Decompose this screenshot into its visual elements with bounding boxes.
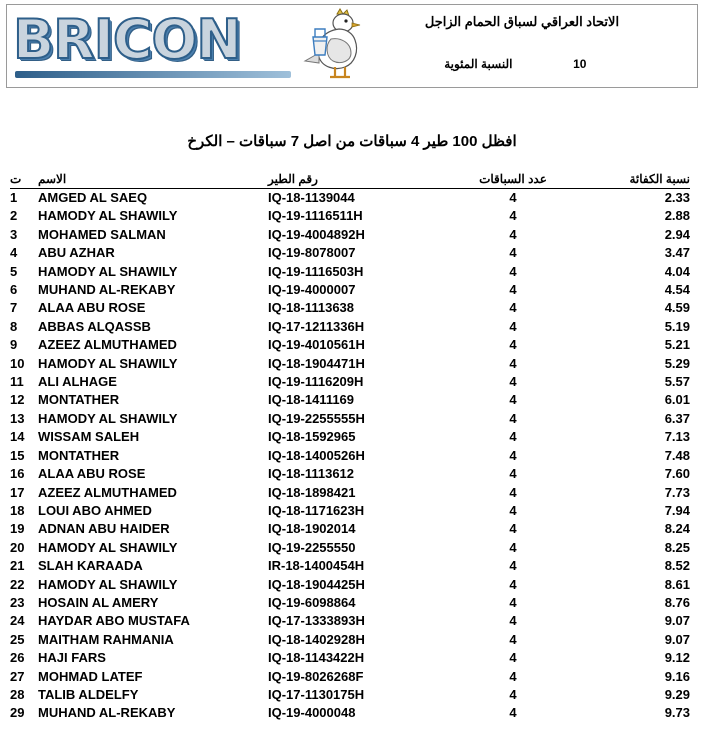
cell-races: 4 <box>509 208 517 224</box>
cell-coefficient: 7.13 <box>664 429 690 445</box>
cell-races: 4 <box>509 392 517 408</box>
cell-coefficient: 8.25 <box>664 539 690 555</box>
percentage-value: 10 <box>573 57 587 71</box>
federation-title-block <box>357 13 687 31</box>
cell-coefficient: 7.48 <box>664 447 690 463</box>
cell-rank: 22 <box>10 576 25 592</box>
cell-races: 4 <box>509 466 517 482</box>
cell-ring: IQ-19-2255555H <box>268 410 365 426</box>
cell-ring: IQ-18-1400526H <box>268 447 365 463</box>
cell-name: MAITHAM RAHMANIA <box>38 631 174 647</box>
table-row <box>10 612 690 630</box>
cell-coefficient: 9.29 <box>664 686 690 702</box>
cell-name: AMGED AL SAEQ <box>38 190 148 205</box>
bricon-logo-text: BRICON <box>13 8 241 71</box>
table-row <box>10 668 690 686</box>
table-header <box>10 172 690 189</box>
cell-ring: IQ-19-4004892H <box>268 226 365 242</box>
cell-ring: IQ-17-1211336H <box>268 318 365 334</box>
cell-ring: IR-18-1400454H <box>268 558 365 574</box>
cell-races: 4 <box>509 668 517 684</box>
cell-races: 4 <box>509 226 517 242</box>
page-title: افظل 100 طير 4 سباقات من اصل 7 سباقات – الكرخ <box>187 133 517 150</box>
cell-races: 4 <box>509 429 517 445</box>
cell-races: 4 <box>509 705 517 721</box>
cell-name: HOSAIN AL AMERY <box>38 594 159 610</box>
table-row <box>10 281 690 299</box>
page-header <box>6 4 698 88</box>
cell-coefficient: 6.01 <box>664 392 690 408</box>
cell-rank: 12 <box>10 392 25 408</box>
cell-coefficient: 9.07 <box>664 631 690 647</box>
cell-rank: 19 <box>10 521 25 537</box>
cell-rank: 1 <box>10 190 18 205</box>
cell-rank: 17 <box>10 484 25 500</box>
cell-coefficient: 2.94 <box>664 226 690 242</box>
cell-ring: IQ-18-1143422H <box>268 650 365 666</box>
column-header-rank: ت <box>10 172 38 189</box>
cell-name: MUHAND AL-REKABY <box>38 705 176 721</box>
cell-name: ALAA ABU ROSE <box>38 300 146 316</box>
table-row <box>10 336 690 354</box>
cell-rank: 29 <box>10 705 25 721</box>
cell-races: 4 <box>509 282 517 298</box>
cell-rank: 14 <box>10 429 25 445</box>
cell-races: 4 <box>509 539 517 555</box>
cell-ring: IQ-18-1904471H <box>268 355 365 371</box>
cell-coefficient: 8.76 <box>664 594 690 610</box>
cell-races: 4 <box>509 300 517 316</box>
cell-name: MONTATHER <box>38 447 120 463</box>
table-row <box>10 226 690 244</box>
cell-rank: 4 <box>10 245 18 261</box>
cell-ring: IQ-19-8078007 <box>268 245 356 261</box>
cell-name: MUHAND AL-REKABY <box>38 282 176 298</box>
cell-rank: 16 <box>10 466 25 482</box>
cell-rank: 21 <box>10 558 25 574</box>
cell-coefficient: 5.19 <box>664 318 690 334</box>
cell-rank: 7 <box>10 300 18 316</box>
cell-races: 4 <box>509 613 517 629</box>
results-table <box>10 172 690 723</box>
cell-rank: 11 <box>10 374 24 390</box>
cell-ring: IQ-19-1116209H <box>268 374 364 390</box>
table-row <box>10 704 690 722</box>
cell-rank: 5 <box>10 263 18 279</box>
cell-coefficient: 9.07 <box>664 613 690 629</box>
cell-races: 4 <box>509 576 517 592</box>
cell-name: MONTATHER <box>38 392 120 408</box>
cell-name: ABU AZHAR <box>38 245 115 261</box>
cell-races: 4 <box>509 355 517 371</box>
cell-rank: 28 <box>10 686 25 702</box>
cell-ring: IQ-19-1116503H <box>268 263 364 279</box>
cell-coefficient: 7.60 <box>664 466 690 482</box>
table-row <box>10 244 690 262</box>
table-row <box>10 391 690 409</box>
cell-name: AZEEZ ALMUTHAMED <box>38 337 177 353</box>
cell-name: MOHMAD LATEF <box>38 668 143 684</box>
cell-coefficient: 9.16 <box>664 668 690 684</box>
cell-ring: IQ-18-1113612 <box>268 466 355 482</box>
cell-name: HAMODY AL SHAWILY <box>38 539 178 555</box>
cell-rank: 8 <box>10 318 18 334</box>
report-page <box>0 4 704 748</box>
table-row <box>10 410 690 428</box>
cell-rank: 27 <box>10 668 25 684</box>
bricon-logo <box>13 9 313 83</box>
cell-ring: IQ-18-1898421 <box>268 484 356 500</box>
cell-ring: IQ-19-4000048 <box>268 705 356 721</box>
cell-coefficient: 5.29 <box>664 355 690 371</box>
cell-races: 4 <box>509 502 517 518</box>
cell-coefficient: 8.52 <box>664 558 690 574</box>
cell-races: 4 <box>509 484 517 500</box>
cell-coefficient: 9.73 <box>664 705 690 721</box>
table-row <box>10 594 690 612</box>
table-row <box>10 299 690 317</box>
percentage-label: النسبة المئوية <box>444 57 513 71</box>
cell-rank: 23 <box>10 594 25 610</box>
cell-coefficient: 4.54 <box>664 282 690 298</box>
cell-coefficient: 9.12 <box>664 650 690 666</box>
cell-name: TALIB ALDELFY <box>38 686 139 702</box>
column-header-races: عدد السباقات <box>448 172 578 189</box>
cell-rank: 24 <box>10 613 25 629</box>
table-row <box>10 576 690 594</box>
cell-name: ALI ALHAGE <box>38 374 117 390</box>
cell-name: ADNAN ABU HAIDER <box>38 521 170 537</box>
cell-coefficient: 2.33 <box>664 190 690 205</box>
cell-races: 4 <box>509 318 517 334</box>
cell-ring: IQ-19-4000007 <box>268 282 356 298</box>
cell-rank: 10 <box>10 355 25 371</box>
cell-rank: 18 <box>10 502 25 518</box>
table-row <box>10 373 690 391</box>
cell-coefficient: 7.94 <box>664 502 690 518</box>
cell-races: 4 <box>509 374 517 390</box>
table-body <box>10 189 690 723</box>
cell-name: ALAA ABU ROSE <box>38 466 146 482</box>
cell-name: WISSAM SALEH <box>38 429 140 445</box>
cell-ring: IQ-18-1171623H <box>268 502 365 518</box>
table-row <box>10 355 690 373</box>
table-row <box>10 557 690 575</box>
cell-name: HAMODY AL SHAWILY <box>38 208 178 224</box>
cell-name: MOHAMED SALMAN <box>38 226 166 242</box>
cell-ring: IQ-18-1113638 <box>268 300 355 316</box>
cell-name: HAMODY AL SHAWILY <box>38 355 178 371</box>
cell-name: LOUI ABO AHMED <box>38 502 152 518</box>
cell-ring: IQ-18-1402928H <box>268 631 365 647</box>
cell-coefficient: 6.37 <box>664 410 690 426</box>
cell-rank: 15 <box>10 447 25 463</box>
cell-rank: 20 <box>10 539 25 555</box>
cell-ring: IQ-19-8026268F <box>268 668 364 684</box>
cell-ring: IQ-18-1902014 <box>268 521 356 537</box>
cell-rank: 26 <box>10 650 25 666</box>
results-table-wrap <box>0 172 704 723</box>
cell-ring: IQ-19-2255550 <box>268 539 356 555</box>
cell-name: HAMODY AL SHAWILY <box>38 410 178 426</box>
table-row <box>10 686 690 704</box>
cell-races: 4 <box>509 686 517 702</box>
table-row <box>10 465 690 483</box>
cell-coefficient: 4.59 <box>664 300 690 316</box>
table-row <box>10 649 690 667</box>
table-row <box>10 484 690 502</box>
cell-races: 4 <box>509 447 517 463</box>
table-row <box>10 447 690 465</box>
cell-races: 4 <box>509 245 517 261</box>
cell-rank: 2 <box>10 208 18 224</box>
cell-races: 4 <box>509 190 517 205</box>
cell-name: HAYDAR ABO MUSTAFA <box>38 613 190 629</box>
cell-ring: IQ-19-6098864 <box>268 594 356 610</box>
cell-coefficient: 5.57 <box>664 374 690 390</box>
cell-ring: IQ-18-1139044 <box>268 190 355 205</box>
cell-name: HAMODY AL SHAWILY <box>38 576 178 592</box>
table-header-row <box>10 172 690 189</box>
cell-races: 4 <box>509 263 517 279</box>
cell-ring: IQ-18-1592965 <box>268 429 356 445</box>
cell-ring: IQ-19-4010561H <box>268 337 365 353</box>
cell-ring: IQ-18-1411169 <box>268 392 355 408</box>
table-row <box>10 207 690 225</box>
cell-name: AZEEZ ALMUTHAMED <box>38 484 177 500</box>
cell-races: 4 <box>509 650 517 666</box>
cell-coefficient: 3.47 <box>664 245 690 261</box>
cell-ring: IQ-19-1116511H <box>268 208 363 224</box>
cell-coefficient: 8.61 <box>664 576 690 592</box>
cell-races: 4 <box>509 410 517 426</box>
cell-coefficient: 8.24 <box>664 521 690 537</box>
cell-name: HAMODY AL SHAWILY <box>38 263 178 279</box>
logo-underline <box>15 71 291 78</box>
table-row <box>10 539 690 557</box>
cell-name: HAJI FARS <box>38 650 106 666</box>
table-row <box>10 502 690 520</box>
cell-coefficient: 2.88 <box>664 208 690 224</box>
cell-races: 4 <box>509 594 517 610</box>
table-row <box>10 318 690 336</box>
cell-races: 4 <box>509 631 517 647</box>
cell-coefficient: 7.73 <box>664 484 690 500</box>
cell-coefficient: 4.04 <box>664 263 690 279</box>
column-header-coefficient: نسبة الكفائة <box>578 172 690 189</box>
percentage-block <box>357 57 687 71</box>
cell-rank: 6 <box>10 282 18 298</box>
cell-ring: IQ-17-1333893H <box>268 613 365 629</box>
cell-rank: 3 <box>10 226 18 242</box>
cell-races: 4 <box>509 337 517 353</box>
federation-title: الاتحاد العراقي لسباق الحمام الزاجل <box>424 14 620 29</box>
cell-races: 4 <box>509 521 517 537</box>
cell-rank: 13 <box>10 410 25 426</box>
table-row <box>10 520 690 538</box>
table-row <box>10 631 690 649</box>
table-row <box>10 189 690 208</box>
cell-rank: 25 <box>10 631 25 647</box>
cell-ring: IQ-18-1904425H <box>268 576 365 592</box>
column-header-ring: رقم الطير <box>268 172 448 189</box>
cell-coefficient: 5.21 <box>664 337 690 353</box>
table-row <box>10 428 690 446</box>
table-row <box>10 263 690 281</box>
cell-races: 4 <box>509 558 517 574</box>
cell-name: SLAH KARAADA <box>38 558 143 574</box>
cell-name: ABBAS ALQASSB <box>38 318 151 334</box>
cell-ring: IQ-17-1130175H <box>268 686 365 702</box>
column-header-name: الاسم <box>38 172 268 189</box>
cell-rank: 9 <box>10 337 18 353</box>
